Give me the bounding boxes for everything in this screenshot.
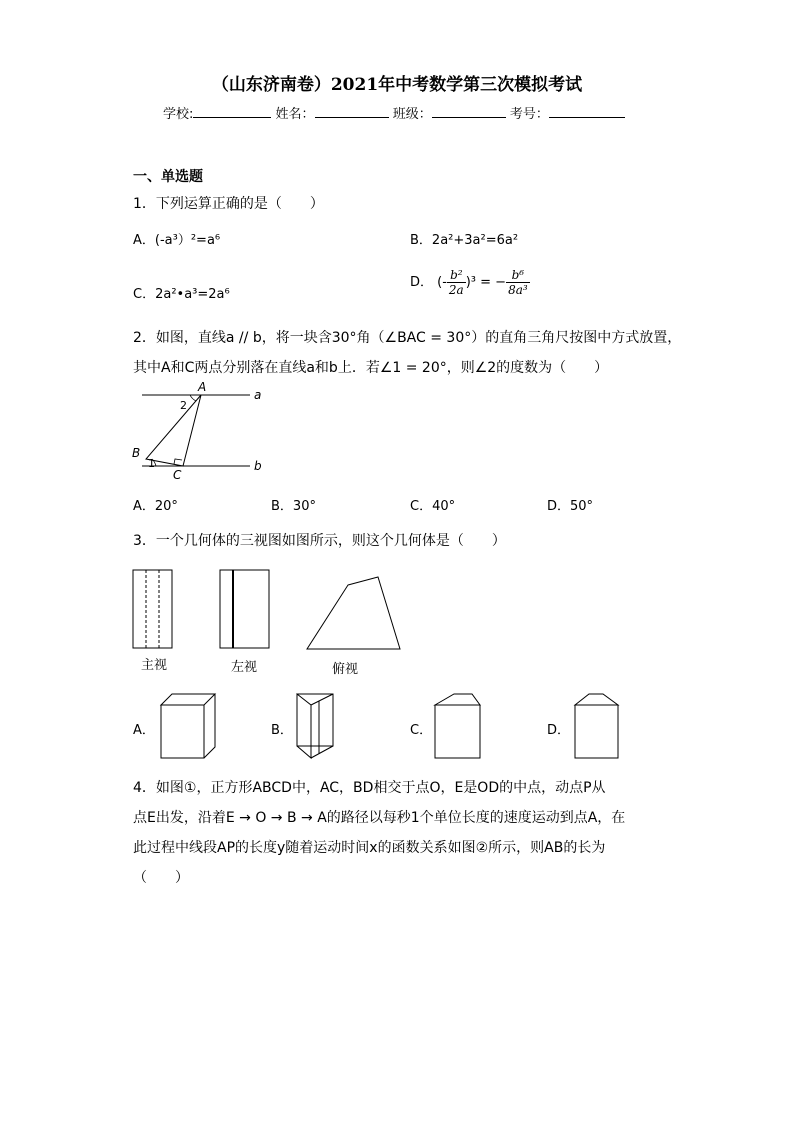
q3-option-b-label: B． [271, 723, 293, 738]
q1-d-numerator: b² [447, 268, 466, 283]
q1-option-b: B．2a²+3a²=6a² [410, 233, 519, 248]
page-title: （山东济南卷）2021年中考数学第三次模拟考试 [211, 75, 583, 95]
label-2: 2 [180, 399, 187, 412]
top-view [307, 577, 400, 649]
label-b: b [254, 459, 262, 473]
q1-d-rhs-denominator: 8a³ [508, 283, 528, 297]
q4-line4: （ ） [133, 870, 189, 886]
q3-option-a-label: A． [133, 723, 155, 738]
label-C: C [173, 468, 182, 482]
q2-line1: 2．如图，直线a // b，将一块含30°角（∠BAC = 30°）的直角三角尺按图中方式放置， [133, 330, 682, 346]
q2-option-d: D．50° [547, 499, 594, 514]
q2-figure [128, 378, 278, 483]
exam-no-label: 考号： [509, 107, 549, 122]
q3-option-c-solid [432, 688, 487, 763]
top-view-label: 俯视 [332, 662, 359, 677]
left-view-label: 左视 [231, 660, 258, 675]
q3-option-c-label: C． [410, 723, 433, 738]
angle-2-arc [190, 395, 196, 401]
student-info-row [163, 103, 625, 122]
q3-option-d-label: D． [547, 723, 571, 738]
q1-option-a: A．(-a³）²=a⁶ [133, 233, 221, 248]
q1-option-d: D． (- $\frac{\text{b²}}{2a}$ )³ = − $\frac{\text{b⁶}}{\text{8a³}}$ [410, 268, 528, 297]
q3-stem: 3．一个几何体的三视图如图所示，则这个几何体是（ ） [133, 533, 506, 549]
q4-line1: 4．如图①，正方形ABCD中，AC，BD相交于点O，E是OD的中点，动点P从 [133, 780, 606, 796]
school-label: 学校: [163, 107, 194, 122]
class-label: 班级： [392, 107, 432, 122]
triangle-abc [146, 395, 201, 466]
q2-option-a: A．20° [133, 499, 178, 514]
class-blank [432, 105, 506, 118]
section-title: 一、单选题 [133, 169, 203, 185]
q3-option-b-solid [293, 688, 343, 763]
q2-option-c: C．40° [410, 499, 456, 514]
label-A: A [198, 380, 207, 394]
right-angle-mark [174, 459, 182, 464]
q3-option-d-solid [572, 688, 627, 763]
q3-three-views [128, 565, 418, 685]
exam-no-blank [549, 105, 625, 118]
q1-d-rhs-numerator: b⁶ [506, 268, 530, 283]
q1-option-c: C．2a²•a³=2a⁶ [133, 287, 230, 302]
front-view-label: 主视 [141, 658, 168, 673]
name-label: 姓名： [275, 107, 315, 122]
label-1: 1 [148, 457, 155, 470]
q2-option-b: B．30° [271, 499, 316, 514]
name-blank [315, 105, 389, 118]
q1-stem: 1．下列运算正确的是（ ） [133, 196, 324, 212]
front-view [133, 570, 172, 648]
label-a: a [254, 388, 262, 402]
q1-d-denominator: 2a [448, 283, 464, 297]
q1-option-d-label: D． [410, 275, 434, 290]
left-view [220, 570, 269, 648]
q4-line3: 此过程中线段AP的长度y随着运动时间x的函数关系如图②所示，则AB的长为 [133, 840, 606, 856]
q4-line2: 点E出发，沿着E → O → B → A的路径以每秒1个单位长度的速度运动到点A，在 [133, 810, 626, 826]
school-blank [193, 105, 271, 118]
q3-option-a-solid [155, 688, 220, 763]
label-B: B [132, 446, 141, 460]
q2-line2: 其中A和C两点分别落在直线a和b上．若∠1 = 20°，则∠2的度数为（ ） [133, 360, 609, 376]
